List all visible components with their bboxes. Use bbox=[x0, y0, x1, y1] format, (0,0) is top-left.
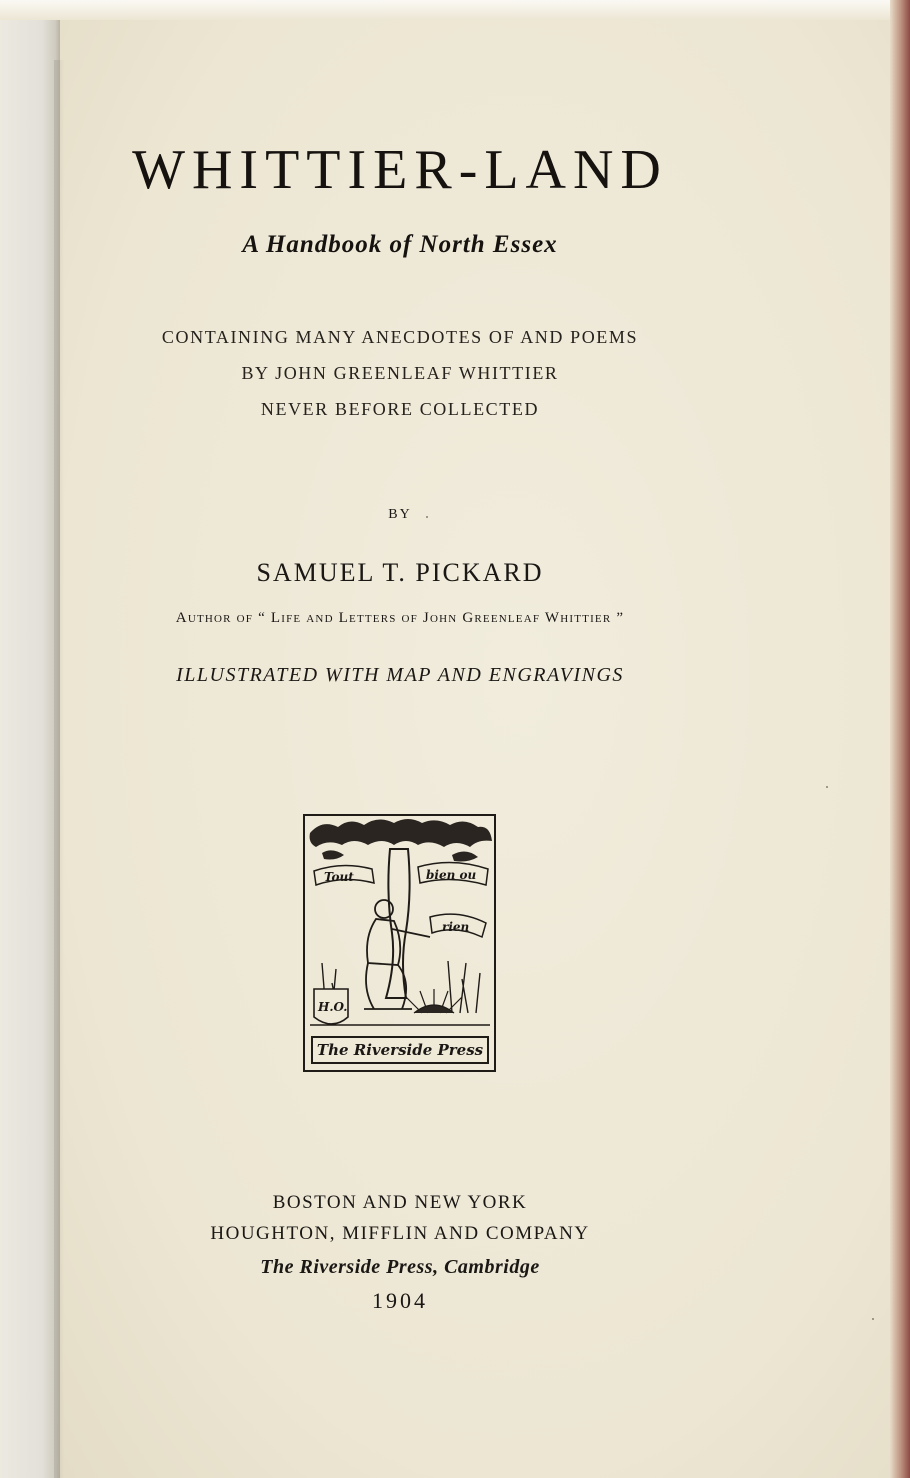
author-credit bbox=[60, 611, 740, 626]
imprint-press: The Riverside Press, Cambridge bbox=[260, 1256, 540, 1278]
motto-right-text: bien ou bbox=[426, 868, 477, 882]
binding-strip bbox=[0, 20, 60, 1478]
page-top-edge bbox=[0, 0, 910, 20]
description-line-2: BY JOHN GREENLEAF WHITTIER bbox=[241, 363, 559, 383]
imprint-city: BOSTON AND NEW YORK bbox=[272, 1192, 528, 1213]
tree-foliage-icon bbox=[310, 819, 492, 862]
author-name: SAMUEL T. PICKARD bbox=[256, 558, 544, 587]
tree-trunk bbox=[386, 849, 410, 998]
illustrations-note: ILLUSTRATED WITH MAP AND ENGRAVINGS bbox=[176, 664, 624, 686]
paper-speck bbox=[872, 1318, 874, 1320]
by-line: BY bbox=[388, 507, 412, 522]
press-banner-text: The Riverside Press bbox=[316, 1041, 484, 1059]
paper-speck bbox=[826, 786, 828, 788]
description-line-3: NEVER BEFORE COLLECTED bbox=[260, 399, 540, 419]
imprint-publisher: HOUGHTON, MIFFLIN AND COMPANY bbox=[210, 1223, 590, 1244]
motto-bottom-text: rien bbox=[442, 920, 470, 934]
imprint-year: 1904 bbox=[372, 1288, 428, 1313]
sunrise-icon bbox=[406, 989, 462, 1013]
description-line-1: CONTAINING MANY ANECDOTES OF AND POEMS bbox=[161, 327, 639, 347]
motto-left-text: Tout bbox=[324, 870, 354, 884]
author-credit-text: Author of “ Life and Letters of John Greenleaf Whittier ” bbox=[175, 610, 625, 626]
monogram-text: H.O. bbox=[318, 1000, 348, 1014]
book-subtitle: A Handbook of North Essex bbox=[242, 231, 558, 258]
paper-speck bbox=[426, 516, 428, 518]
cover-edge bbox=[890, 0, 910, 1478]
book-title: WHITTIER-LAND bbox=[132, 139, 668, 201]
riverside-press-device bbox=[302, 813, 497, 1073]
